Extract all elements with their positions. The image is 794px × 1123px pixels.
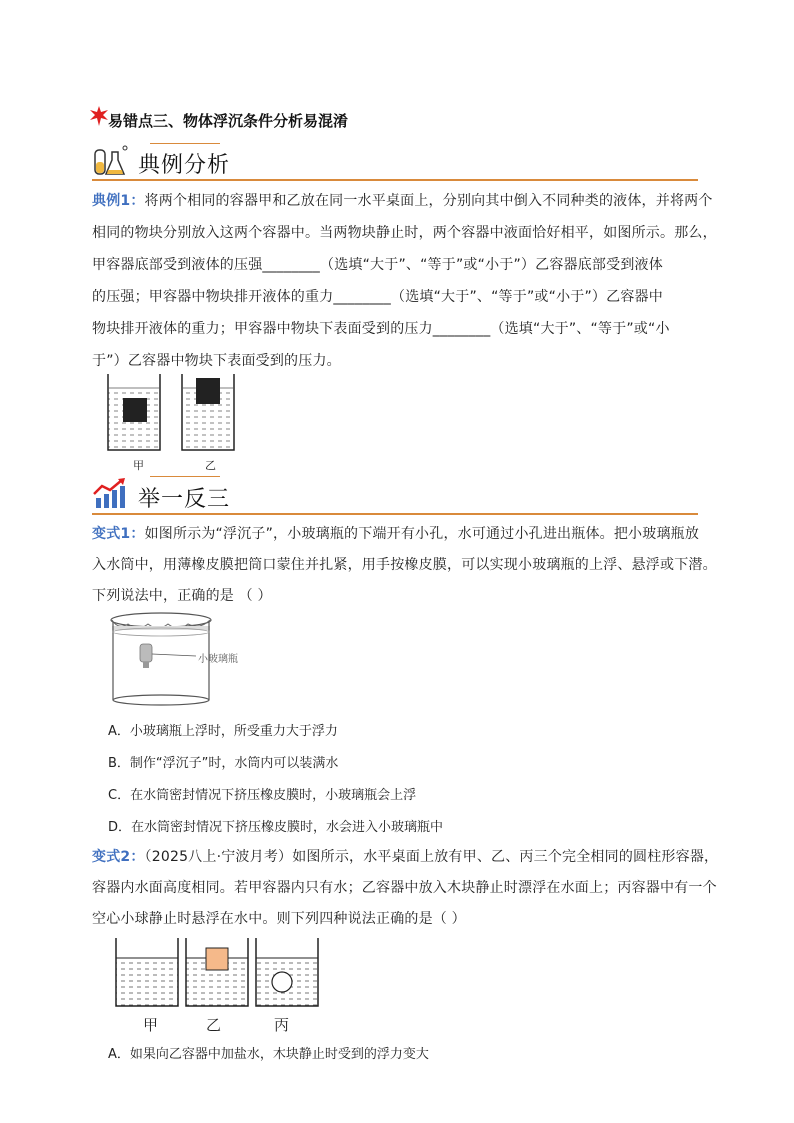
variant2-line-1: 变式2：（2025八上·宁波月考）如图所示，水平桌面上放有甲、乙、丙三个完全相同的圆柱形容器， [92, 849, 719, 865]
example1-line-4: 的压强；甲容器中物块排开液体的重力________（选填“大于”、“等于”或“小于”）乙容器中 [92, 289, 663, 305]
cartesian-diver-figure [108, 610, 278, 710]
variant1-option-d[interactable]: D．在水筒密封情况下挤压橡皮膜时，水会进入小玻璃瓶中 [108, 820, 444, 835]
heading-top-rule [150, 143, 220, 144]
example1-line-3: 甲容器底部受到液体的压强________（选填“大于”、“等于”或“小于”）乙容器底部受到液体 [92, 257, 663, 273]
example1-line-1: 典例1：将两个相同的容器甲和乙放在同一水平桌面上，分别向其中倒入不同种类的液体，并将两个 [92, 193, 713, 209]
heading-typical-example: 典例分析 [138, 153, 231, 178]
heading-rule [92, 179, 698, 181]
variant1-line-2: 入水筒中，用薄橡皮膜把筒口蒙住并扎紧，用手按橡皮膜，可以实现小玻璃瓶的上浮、悬浮或下潜。 [92, 557, 717, 573]
variant1-option-b[interactable]: B．制作“浮沉子”时，水筒内可以装满水 [108, 756, 339, 771]
example1-label-yi: 乙 [205, 459, 216, 472]
heading2-rule [92, 513, 698, 515]
variant2-line-3: 空心小球静止时悬浮在水中。则下列四种说法正确的是（ ） [92, 911, 466, 927]
heading-variants: 举一反三 [138, 487, 231, 512]
variant2-label-jia: 甲 [143, 1016, 159, 1034]
variant1-line-3: 下列说法中，正确的是 （ ） [92, 588, 272, 604]
section-title: 易错点三、物体浮沉条件分析易混淆 [108, 112, 349, 130]
example1-line-6: 于”）乙容器中物块下表面受到的压力。 [92, 353, 341, 369]
example1-line-5: 物块排开液体的重力；甲容器中物块下表面受到的压力________（选填“大于”、“等于”或“小 [92, 321, 670, 337]
star-icon [90, 106, 108, 126]
heading2-top-rule [150, 476, 220, 477]
variant2-option-a[interactable]: A．如果向乙容器中加盐水，木块静止时受到的浮力变大 [108, 1047, 429, 1062]
example1-line-2: 相同的物块分别放入这两个容器中。当两物块静止时，两个容器中液面恰好相平，如图所示。那么， [92, 225, 717, 241]
growth-chart-icon [92, 478, 128, 510]
variant1-line-1: 变式1：如图所示为“浮沉子”，小玻璃瓶的下端开有小孔，水可通过小孔进出瓶体。把小玻璃瓶放 [92, 526, 700, 542]
variant1-option-c[interactable]: C．在水筒密封情况下挤压橡皮膜时，小玻璃瓶会上浮 [108, 788, 417, 803]
example1-figure [105, 372, 245, 454]
variant2-line-2: 容器内水面高度相同。若甲容器内只有水；乙容器中放入木块静止时漂浮在水面上；丙容器中有一个 [92, 880, 717, 896]
variant2-label-bing: 丙 [274, 1016, 290, 1034]
three-containers-figure [112, 936, 324, 1010]
example1-label-jia: 甲 [133, 459, 144, 472]
variant2-label-yi: 乙 [206, 1016, 222, 1034]
lab-flask-icon [92, 144, 130, 178]
variant1-option-a[interactable]: A．小玻璃瓶上浮时，所受重力大于浮力 [108, 724, 338, 739]
bottle-callout-label: 小玻璃瓶 [198, 654, 238, 665]
